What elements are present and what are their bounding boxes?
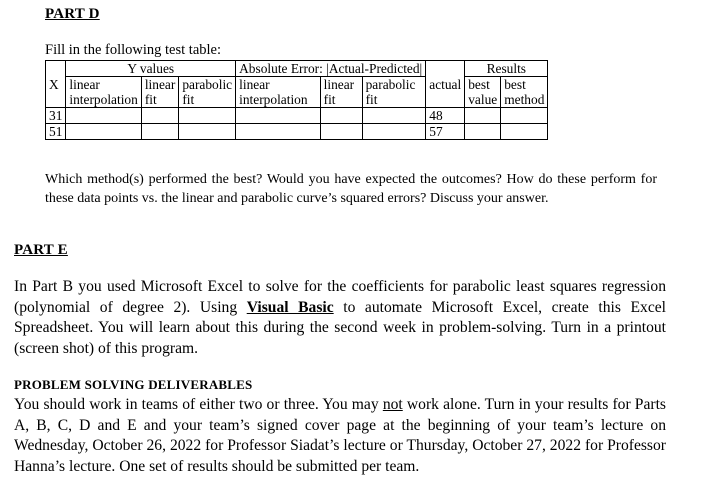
not-emphasis: not	[382, 396, 403, 413]
cell-linear-fit	[141, 108, 178, 124]
parabolic-fit-header: parabolic fit	[179, 77, 236, 108]
best-value-header: best value	[465, 77, 501, 108]
cell-parabolic-fit	[179, 124, 236, 140]
cell-linear-interpolation	[66, 124, 141, 140]
cell-linear-fit	[141, 124, 178, 140]
error-parabolic-fit-header: parabolic fit	[362, 77, 426, 108]
part-e-body: In Part B you used Microsoft Excel to solve for the coefficients for parabolic least squares regression (polynomial of degree 2). Using Visual Basic to automate Microsoft Excel, create this Excel Spreadsheet. You will learn about this during the second week in problem-solving. Turn in a printout (screen shot) of this program.	[14, 278, 666, 357]
cell-error-parabolic-fit	[362, 124, 426, 140]
row-actual-value: 48	[426, 108, 465, 124]
visual-basic-link[interactable]: Visual Basic	[246, 298, 334, 316]
x-column-header: X	[46, 77, 66, 108]
cell-best-value	[465, 108, 501, 124]
error-linear-fit-header: linear fit	[320, 77, 362, 108]
deliverables-body: You should work in teams of either two or three. You may not work alone. Turn in your results for Parts A, B, C, D and E and your team’s signed cover page at the beginning of your team’s lecture on Wednesday, October 26, 2022 for Professor Siadat’s lecture or Thursday, October 27, 2022 for Professor Hanna’s lecture. One set of results should be submitted per team.	[14, 396, 666, 475]
row-x-value: 51	[46, 124, 66, 140]
results-header: Results	[465, 61, 548, 77]
cell-error-linear-fit	[320, 124, 362, 140]
linear-interpolation-header: linear interpolation	[66, 77, 141, 108]
part-d-heading: PART D	[45, 6, 100, 22]
y-values-header: Y values	[66, 61, 236, 77]
x-header-blank	[46, 61, 66, 77]
actual-header-blank	[426, 61, 465, 77]
linear-fit-header: linear fit	[141, 77, 178, 108]
cell-best-method	[501, 108, 548, 124]
table-column-header-row	[46, 77, 548, 108]
deliverables-heading: PROBLEM SOLVING DELIVERABLES	[14, 377, 253, 392]
part-d-intro: Fill in the following test table:	[45, 42, 221, 58]
row-actual-value: 57	[426, 124, 465, 140]
cell-error-parabolic-fit	[362, 108, 426, 124]
error-linear-interpolation-header: linear interpolation	[236, 77, 320, 108]
cell-parabolic-fit	[179, 108, 236, 124]
cell-error-linear-fit	[320, 108, 362, 124]
abs-error-header: Absolute Error: |Actual-Predicted|	[236, 61, 426, 77]
actual-column-header: actual	[426, 77, 465, 108]
table-row	[46, 124, 548, 140]
cell-error-linear-interpolation	[236, 124, 320, 140]
part-d-question: Which method(s) performed the best? Would you have expected the outcomes? How do these perform for these data points vs. the linear and parabolic curve’s squared errors? Discuss your answer.	[45, 172, 657, 206]
cell-error-linear-interpolation	[236, 108, 320, 124]
part-e-heading: PART E	[14, 242, 68, 258]
best-method-header: best method	[501, 77, 548, 108]
table-group-header-row	[46, 61, 548, 77]
cell-best-value	[465, 124, 501, 140]
cell-best-method	[501, 124, 548, 140]
cell-linear-interpolation	[66, 108, 141, 124]
test-table	[45, 60, 548, 140]
row-x-value: 31	[46, 108, 66, 124]
table-row	[46, 108, 548, 124]
